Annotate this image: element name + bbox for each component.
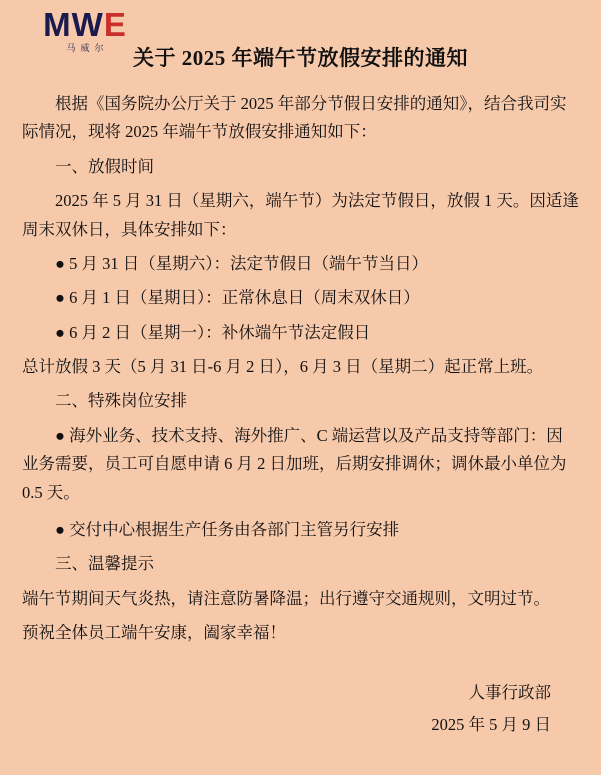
paragraph-weather-tips: 端午节期间天气炎热，请注意防暑降温；出行遵守交通规则，文明过节。 — [22, 588, 550, 608]
list-item-may-31: ● 5 月 31 日（星期六）：法定节假日（端午节当日） — [55, 253, 428, 273]
list-item-jun-1: ● 6 月 1 日（星期日）：正常休息日（周末双休日） — [55, 288, 420, 308]
signature-department: 人事行政部 — [468, 683, 551, 703]
heading-section-one: 一、放假时间 — [55, 156, 154, 176]
paragraph-holiday-dates: 2025 年 5 月 31 日（星期六，端午节）为法定节假日，放假 1 天。因适逢周末双休日，具体安排如下： — [22, 191, 579, 239]
paragraph-intro: 根据《国务院办公厅关于 2025 年部分节假日安排的通知》，结合我司实际情况，现将 2025 年端午节放假安排通知如下： — [22, 94, 567, 142]
paragraph-wishes: 预祝全体员工端午安康，阖家幸福！ — [22, 623, 286, 642]
logo-wordmark-main: MW — [43, 6, 104, 43]
logo-wordmark — [43, 8, 127, 41]
signature-block — [22, 677, 579, 740]
heading-section-three: 三、温馨提示 — [55, 554, 154, 574]
list-item-special-departments: ● 海外业务、技术支持、海外推广、C 端运营以及产品支持等部门：因业务需要，员工可自愿申请 6 月 2 日加班，后期安排调休；调休最小单位为 0.5 天。 — [22, 425, 567, 502]
list-item-jun-2: ● 6 月 2 日（星期一）：补休端午节法定假日 — [55, 322, 371, 342]
logo-subtext: 马威尔 — [66, 43, 109, 53]
paragraph-total-days: 总计放假 3 天（5 月 31 日-6 月 2 日），6 月 3 日（星期二）起正常上班。 — [22, 357, 544, 376]
signature-date: 2025 年 5 月 9 日 — [431, 714, 551, 734]
company-logo — [30, 8, 140, 53]
logo-wordmark-accent: E — [103, 6, 127, 43]
list-item-delivery-center: ● 交付中心根据生产任务由各部门主管另行安排 — [55, 519, 400, 539]
page-title: 关于 2025 年端午节放假安排的通知 — [133, 46, 468, 70]
document-body — [22, 90, 579, 647]
heading-section-two: 二、特殊岗位安排 — [55, 391, 187, 411]
